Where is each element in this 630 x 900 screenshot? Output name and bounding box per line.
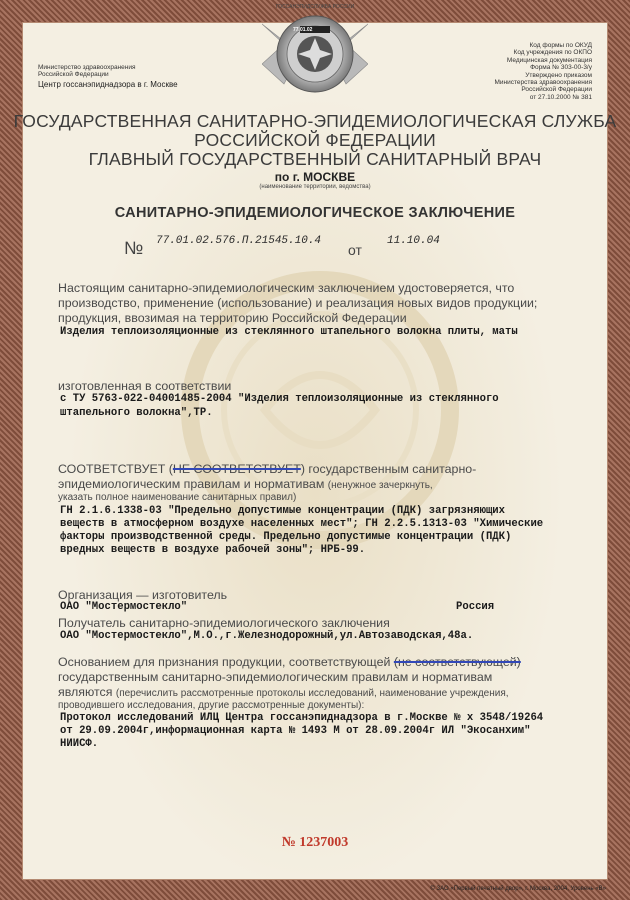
manufacturer-label: Организация — изготовитель bbox=[58, 588, 228, 602]
form-info-block bbox=[495, 42, 593, 101]
ministry-line1: Министерство здравоохранения bbox=[38, 64, 136, 71]
recipient-value: ОАО "Мостермостекло",М.О.,г.Железнодорожный,ул.Автозаводская,48а. bbox=[60, 630, 474, 642]
manufacturer-country: Россия bbox=[456, 601, 495, 613]
rules-line3: факторы производственной среды. Предельно допустимые концентрации (ПДК) bbox=[60, 531, 512, 543]
made-line1: с ТУ 5763-022-04001485-2004 "Изделия теплоизоляционные из стеклянного bbox=[60, 393, 499, 405]
basis-struck: (не соответствующей) bbox=[393, 655, 521, 669]
rules-line4: вредных веществ в воздухе рабочей зоны"; НРБ-99. bbox=[60, 544, 366, 556]
conforms-line2a: эпидемиологическим правилам и нормативам bbox=[58, 477, 325, 491]
rules-line2: веществ в атмосферном воздухе населенных мест"; ГН 2.2.5.1313-03 "Химические bbox=[60, 518, 544, 530]
form-info-line: Код учреждения по ОКПО bbox=[513, 49, 592, 57]
printer-footer: © ЗАО «Первый печатный двор», г. Москва, 2004, Уровень «В» bbox=[430, 886, 606, 892]
conclusion-title: САНИТАРНО-ЭПИДЕМИОЛОГИЧЕСКОЕ ЗАКЛЮЧЕНИЕ bbox=[114, 205, 516, 221]
number-label: № bbox=[124, 238, 144, 258]
made-line2: штапельного волокна",ТР. bbox=[60, 407, 213, 419]
ministry-block bbox=[38, 64, 136, 79]
basis-doc2: от 29.09.2004г,информационная карта № 1493 М от 28.09.2004г ИЛ "Экосанхим" bbox=[60, 725, 531, 737]
basis-line1a: Основанием для признания продукции, соответствующей bbox=[58, 655, 391, 669]
conforms-word: СООТВЕТСТВУЕТ bbox=[58, 462, 166, 476]
conclusion-date: 11.10.04 bbox=[387, 235, 440, 247]
conforms-struck: НЕ СООТВЕТСТВУЕТ bbox=[172, 462, 301, 476]
conforms-line2b: (ненужное зачеркнуть, bbox=[327, 480, 433, 491]
basis-doc3: НИИСФ. bbox=[60, 738, 99, 750]
made-label: изготовленная в соответствии bbox=[58, 379, 232, 393]
conforms-line1 bbox=[58, 462, 476, 478]
intro-line2: производство, применение (использование) и реализация новых видов продукции; bbox=[58, 296, 538, 310]
serial-number: № 1237003 bbox=[281, 835, 349, 850]
center-name: Центр госсанэпиднадзора в г. Москве bbox=[38, 80, 178, 89]
date-label: от bbox=[348, 242, 362, 258]
basis-line3b: (перечислить рассмотренные протоколы исследований, наименование учреждения, bbox=[115, 688, 509, 699]
form-info-line: Министерства здравоохранения bbox=[494, 79, 592, 87]
conforms-close: ) bbox=[300, 462, 305, 476]
conclusion-number: 77.01.02.576.П.21545.10.4 bbox=[156, 235, 322, 247]
product-name: Изделия теплоизоляционные из стеклянного штапельного волокна плиты, маты bbox=[60, 326, 518, 338]
city-note: (наименование территории, ведомства) bbox=[259, 184, 371, 190]
manufacturer-name: ОАО "Мостермостекло" bbox=[60, 601, 188, 613]
rules-line1: ГН 2.1.6.1338-03 "Предельно допустимые концентрации (ПДК) загрязняющих bbox=[60, 505, 506, 517]
header-line1: ГОСУДАРСТВЕННАЯ САНИТАРНО-ЭПИДЕМИОЛОГИЧЕСКАЯ СЛУЖБА bbox=[13, 111, 617, 131]
recipient-label: Получатель санитарно-эпидемиологического заключения bbox=[58, 616, 390, 630]
intro-line3: продукция, ввозимая на территорию Российской Федерации bbox=[58, 311, 407, 325]
intro-line1: Настоящим санитарно-эпидемиологическим заключением удостоверяется, что bbox=[58, 281, 515, 295]
seal-hologram-icon bbox=[262, 14, 368, 94]
form-info-line: Форма № 303-00-3/у bbox=[530, 64, 592, 72]
basis-line2: государственным санитарно-эпидемиологическим правилам и нормативам bbox=[58, 670, 493, 684]
basis-line4: проводившего исследования, другие рассмотренные документы): bbox=[58, 700, 365, 711]
city-line bbox=[0, 170, 630, 184]
header-line3: ГЛАВНЫЙ ГОСУДАРСТВЕННЫЙ САНИТАРНЫЙ ВРАЧ bbox=[88, 149, 542, 169]
form-info-line: Утверждено приказом bbox=[525, 71, 592, 79]
conforms-line3: указать полное наименование санитарных правил) bbox=[58, 492, 297, 503]
form-info-line: Медицинская документация bbox=[506, 56, 592, 64]
form-info-line: от 27.10.2000 № 381 bbox=[529, 93, 592, 101]
basis-line1 bbox=[58, 655, 521, 671]
form-info-line: Российской Федерации bbox=[521, 86, 592, 94]
ministry-line2: Российской Федерации bbox=[38, 71, 109, 79]
city-prefix: по bbox=[274, 170, 290, 184]
basis-doc1: Протокол исследований ИЛЦ Центра госсанэпиднадзора в г.Москве № х 3548/19264 bbox=[60, 712, 544, 724]
seal-text: ГОССАНЭПИДСЛУЖБА РОССИИ bbox=[275, 4, 355, 10]
form-info-line: Код формы по ОКУД bbox=[529, 42, 592, 49]
header-line2: РОССИЙСКОЙ ФЕДЕРАЦИИ bbox=[194, 130, 436, 150]
conforms-open: ( bbox=[168, 462, 173, 476]
basis-line3a: являются bbox=[58, 685, 113, 699]
conforms-rest: государственным санитарно- bbox=[304, 462, 477, 476]
seal-code: 77.01.02 bbox=[293, 27, 313, 33]
city-name: г. МОСКВЕ bbox=[292, 170, 356, 184]
